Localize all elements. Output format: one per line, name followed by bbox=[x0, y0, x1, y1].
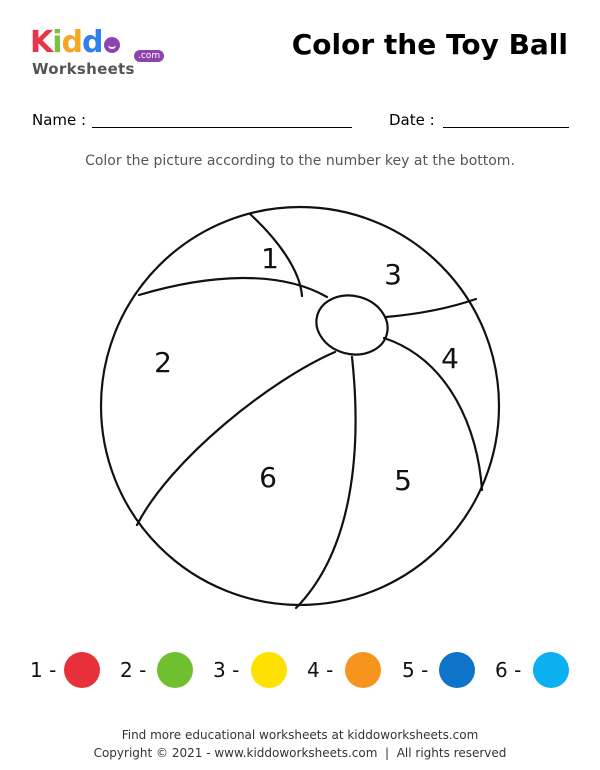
instruction-text: Color the picture according to the number key at the bottom. bbox=[85, 153, 515, 169]
ball-cap bbox=[310, 288, 395, 363]
logo-letter-d2: d bbox=[82, 25, 103, 60]
section-number-1: 1 bbox=[261, 242, 279, 275]
name-field[interactable] bbox=[92, 127, 352, 128]
footer-copyright: Copyright © 2021 - www.kiddoworksheets.com | All rights reserved bbox=[93, 746, 507, 760]
date-label: Date : bbox=[389, 111, 435, 129]
key-label-2: 2 - bbox=[120, 658, 147, 682]
logo-smile-icon bbox=[104, 37, 120, 53]
key-label-1: 1 - bbox=[30, 658, 57, 682]
logo-letter-i: i bbox=[52, 25, 62, 60]
section-number-6: 6 bbox=[259, 461, 277, 494]
logo-letter-d1: d bbox=[61, 25, 83, 60]
logo-com-badge: .com bbox=[134, 50, 164, 62]
key-label-3: 3 - bbox=[213, 658, 240, 682]
key-swatch-orange bbox=[345, 652, 381, 688]
key-label-6: 6 - bbox=[495, 658, 522, 682]
ball-seam-center bbox=[296, 357, 356, 608]
footer-more-worksheets: Find more educational worksheets at kiddoworksheets.com bbox=[121, 728, 479, 742]
kiddo-worksheets-logo bbox=[30, 26, 170, 84]
key-swatch-dark-blue bbox=[439, 652, 475, 688]
section-number-5: 5 bbox=[394, 464, 412, 497]
name-label: Name : bbox=[32, 111, 87, 129]
key-label-5: 5 - bbox=[402, 658, 429, 682]
ball-seam-top-right bbox=[386, 299, 476, 317]
beach-ball-svg bbox=[90, 200, 510, 620]
key-swatch-light-blue bbox=[533, 652, 569, 688]
logo-letter-k: K bbox=[30, 25, 53, 60]
logo-wordmark bbox=[30, 26, 120, 60]
ball-outline bbox=[101, 207, 499, 605]
page-title: Color the Toy Ball bbox=[291, 28, 568, 61]
beach-ball-drawing bbox=[90, 200, 510, 620]
date-field[interactable] bbox=[443, 127, 569, 128]
key-swatch-green bbox=[157, 652, 193, 688]
section-number-2: 2 bbox=[154, 346, 172, 379]
key-label-4: 4 - bbox=[307, 658, 334, 682]
section-number-3: 3 bbox=[384, 258, 402, 291]
section-number-4: 4 bbox=[441, 342, 459, 375]
key-swatch-yellow bbox=[251, 652, 287, 688]
logo-worksheets-text: Worksheets bbox=[32, 60, 135, 78]
key-swatch-red bbox=[64, 652, 100, 688]
